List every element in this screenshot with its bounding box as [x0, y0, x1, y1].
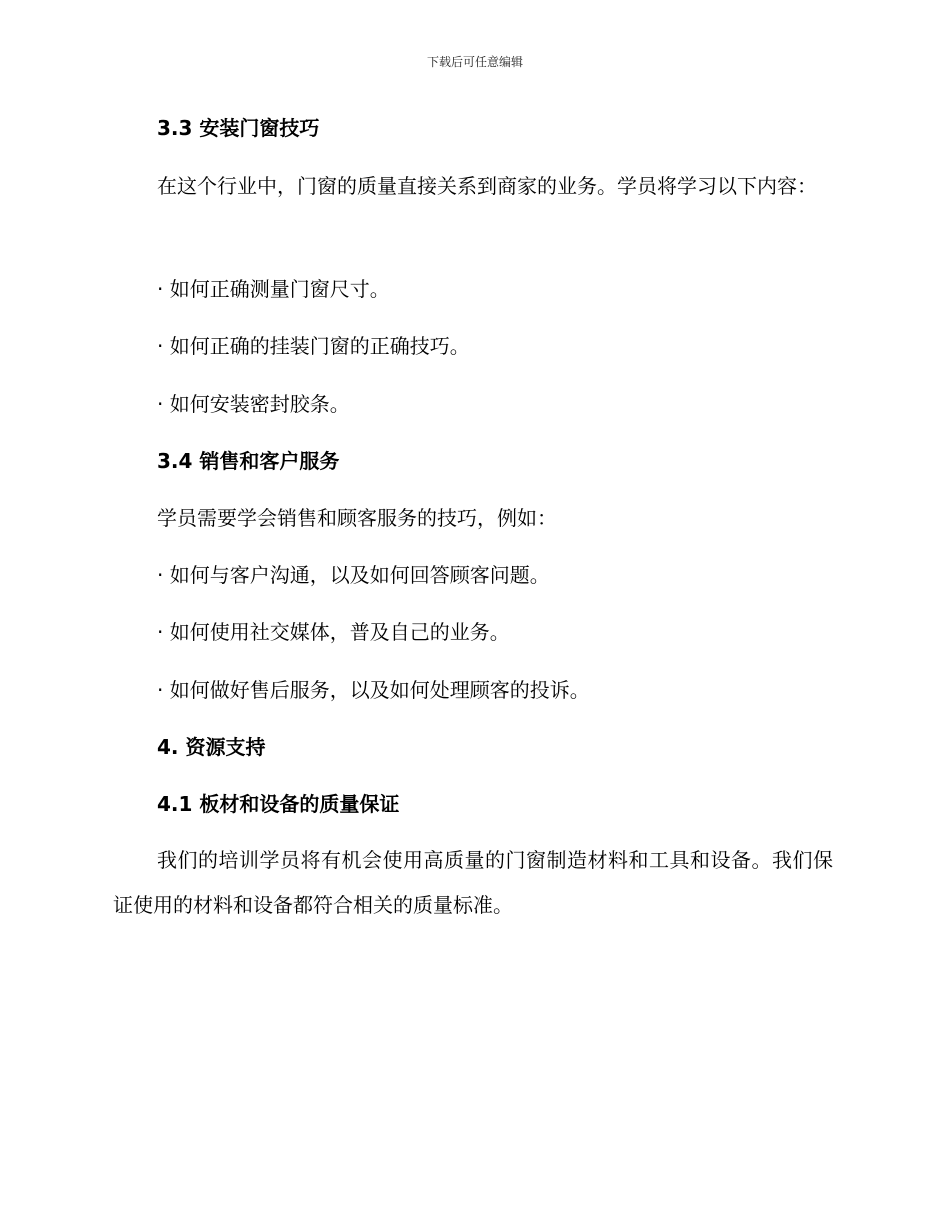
list-item: · 如何正确测量门窗尺寸。 — [157, 277, 390, 301]
heading-3-3: 3.3 安装门窗技巧 — [157, 116, 320, 140]
page-header: 下载后可任意编辑 — [426, 55, 523, 69]
heading-3-4: 3.4 销售和客户服务 — [157, 449, 340, 473]
list-item: · 如何安装密封胶条。 — [157, 392, 350, 416]
heading-4-1: 4.1 板材和设备的质量保证 — [157, 792, 400, 816]
paragraph-3-4-intro: 学员需要学会销售和顾客服务的技巧，例如： — [157, 506, 557, 530]
list-item: · 如何使用社交媒体，普及自己的业务。 — [157, 620, 510, 644]
list-item: · 如何做好售后服务，以及如何处理顾客的投诉。 — [157, 678, 590, 702]
paragraph-3-3-intro: 在这个行业中，门窗的质量直接关系到商家的业务。学员将学习以下内容： — [157, 174, 817, 198]
paragraph-4-1-body: 我们的培训学员将有机会使用高质量的门窗制造材料和工具和设备。我们保证使用的材料和设备都符合相关的质量标准。 — [113, 848, 833, 917]
heading-4: 4. 资源支持 — [157, 735, 266, 759]
list-item: · 如何与客户沟通，以及如何回答顾客问题。 — [157, 563, 550, 587]
list-item: · 如何正确的挂装门窗的正确技巧。 — [157, 334, 470, 358]
